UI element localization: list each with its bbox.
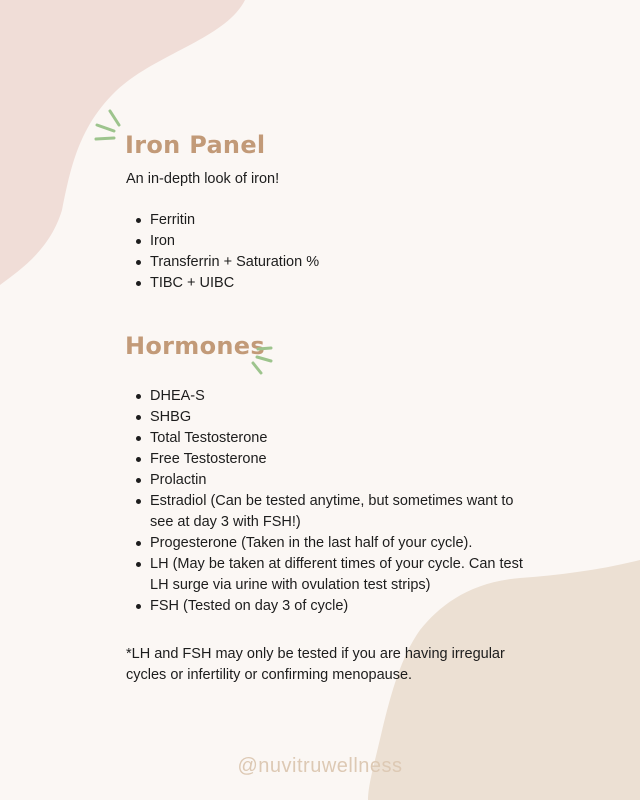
list-item: Total Testosterone	[126, 428, 526, 449]
list-item: Estradiol (Can be tested anytime, but sometimes want to see at day 3 with FSH!)	[126, 491, 526, 533]
list-item: LH (May be taken at different times of your cycle. Can test LH surge via urine with ovulation test strips)	[126, 554, 526, 596]
iron-panel-intro: An in-depth look of iron!	[126, 171, 280, 187]
list-item: FSH (Tested on day 3 of cycle)	[126, 596, 526, 617]
list-item: SHBG	[126, 407, 526, 428]
hormones-list	[126, 386, 526, 617]
sparkle-icon	[245, 340, 277, 378]
hormones-title: Hormones	[125, 332, 265, 360]
list-item: Prolactin	[126, 470, 526, 491]
footnote: *LH and FSH may only be tested if you are having irregular cycles or infertility or confirming menopause.	[126, 646, 505, 683]
list-item: Ferritin	[126, 210, 486, 231]
list-item: Iron	[126, 231, 486, 252]
iron-panel-list	[126, 210, 486, 294]
list-item: Transferrin + Saturation %	[126, 252, 486, 273]
iron-panel-title: Iron Panel	[125, 131, 266, 159]
list-item: Progesterone (Taken in the last half of your cycle).	[126, 533, 526, 554]
list-item: DHEA-S	[126, 386, 526, 407]
sparkle-icon	[92, 106, 128, 146]
social-handle: @nuvitruwellness	[237, 755, 403, 777]
list-item: Free Testosterone	[126, 449, 526, 470]
list-item: TIBC + UIBC	[126, 273, 486, 294]
